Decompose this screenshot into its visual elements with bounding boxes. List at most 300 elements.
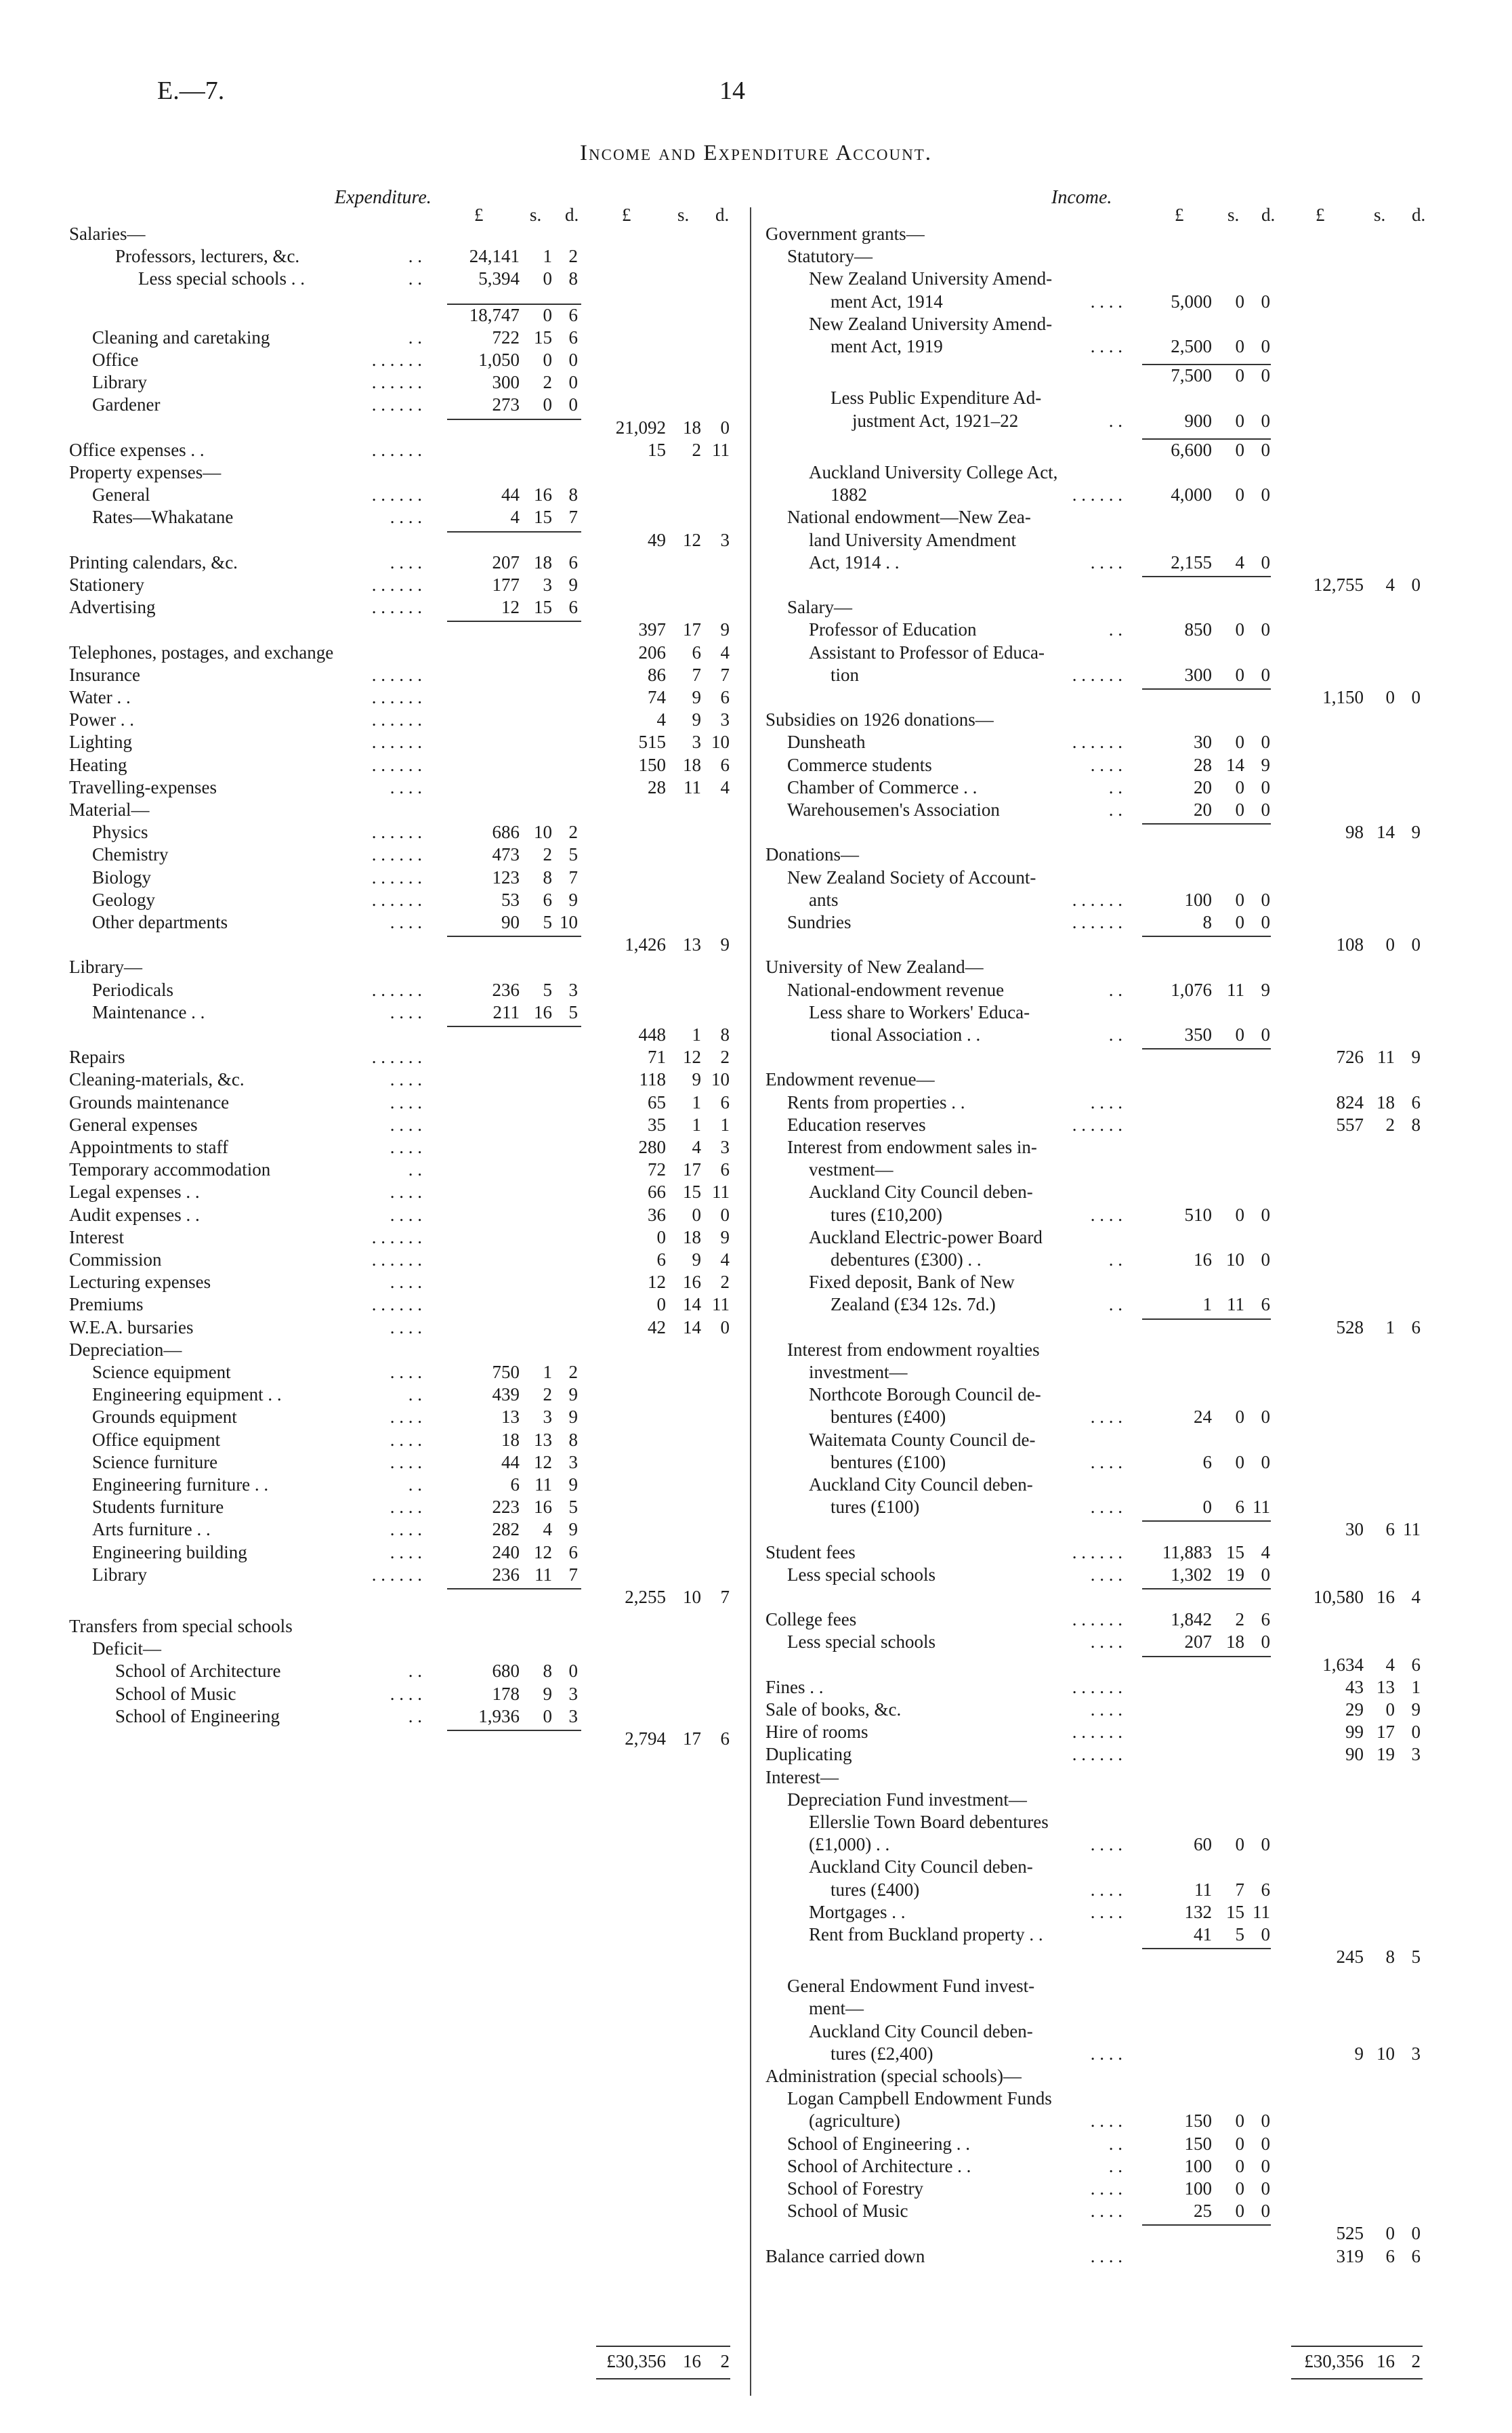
ledger-row bbox=[0, 1947, 1421, 1969]
row-label: Periodicals bbox=[92, 979, 173, 1000]
outer-amount-pounds: 21,092 bbox=[615, 417, 666, 438]
inner-amount-pence: 6 bbox=[568, 327, 578, 348]
row-label: vestment— bbox=[809, 1159, 894, 1180]
leader-dots: . . . . . . bbox=[371, 686, 422, 707]
outer-amount-shillings: 11 bbox=[1377, 1047, 1395, 1068]
outer-amount-pounds: 15 bbox=[648, 439, 666, 460]
total-rule bbox=[447, 419, 581, 420]
leader-dots: . . . . . . bbox=[1072, 1744, 1122, 1765]
document-ref: E.—7. bbox=[157, 77, 225, 105]
leader-dots: . . . . bbox=[390, 1519, 422, 1540]
leader-dots: . . . . bbox=[1090, 1699, 1122, 1720]
total-rule bbox=[1291, 2346, 1423, 2347]
outer-amount-pounds: 35 bbox=[648, 1114, 666, 1135]
row-label: Repairs bbox=[69, 1047, 125, 1068]
total-double-rule bbox=[1291, 2378, 1423, 2379]
total-rule bbox=[1142, 576, 1271, 577]
row-label: Chemistry bbox=[92, 844, 169, 865]
row-label: General bbox=[92, 484, 150, 505]
outer-amount-pence: 11 bbox=[712, 1294, 730, 1315]
row-label: Sale of books, &c. bbox=[765, 1699, 902, 1720]
leader-dots: . . . . bbox=[1090, 2201, 1122, 2222]
outer-amount-pence: 0 bbox=[1411, 2223, 1421, 2244]
row-label: Audit expenses . . bbox=[69, 1204, 200, 1225]
row-label: Temporary accommodation bbox=[69, 1159, 271, 1180]
row-label: Fixed deposit, Bank of New bbox=[809, 1272, 1015, 1293]
total-rule bbox=[1142, 936, 1271, 937]
row-label: Duplicating bbox=[765, 1744, 852, 1765]
leader-dots: . . . . . . bbox=[1072, 664, 1122, 685]
outer-amount-pounds: 557 bbox=[1336, 1114, 1364, 1135]
inner-amount-pounds: 240 bbox=[492, 1541, 520, 1562]
outer-amount-shillings: 16 bbox=[683, 1272, 701, 1293]
row-label: ment Act, 1914 bbox=[831, 291, 943, 312]
row-label: Telephones, postages, and exchange bbox=[69, 642, 334, 663]
outer-amount-pounds: 71 bbox=[648, 1047, 666, 1068]
leader-dots: . . . . bbox=[1090, 336, 1122, 356]
outer-amount-shillings: 6 bbox=[692, 642, 701, 663]
outer-amount-pounds: 42 bbox=[648, 1316, 666, 1337]
grand-total-row bbox=[0, 2351, 1421, 2373]
outer-amount-shillings: 9 bbox=[692, 1069, 701, 1090]
col-head-shillings: s. bbox=[1374, 205, 1386, 225]
outer-amount-pounds: 98 bbox=[1345, 822, 1364, 843]
inner-amount-pence: 5 bbox=[568, 844, 578, 865]
inner-amount-pence: 3 bbox=[568, 1451, 578, 1472]
leader-dots: . . . . bbox=[390, 1069, 422, 1090]
row-label: Chamber of Commerce . . bbox=[787, 776, 978, 797]
leader-dots: . . bbox=[408, 327, 422, 348]
inner-amount-pounds: 236 bbox=[492, 1564, 520, 1585]
inner-amount-pounds: 150 bbox=[1184, 2110, 1212, 2132]
inner-amount-pence: 0 bbox=[1261, 1249, 1270, 1270]
col-head-shillings: s. bbox=[677, 205, 690, 225]
row-label: Northcote Borough Council de- bbox=[809, 1384, 1041, 1405]
leader-dots: . . bbox=[1108, 979, 1122, 1000]
outer-amount-shillings: 10 bbox=[683, 1586, 701, 1607]
row-label: Less special schools . . bbox=[138, 268, 305, 289]
inner-amount-shillings: 0 bbox=[1235, 1834, 1244, 1855]
inner-amount-shillings: 0 bbox=[1235, 2178, 1244, 2199]
outer-amount-pounds: 12,755 bbox=[1313, 574, 1364, 595]
outer-amount-shillings: 17 bbox=[683, 1159, 701, 1180]
inner-amount-pounds: 20 bbox=[1194, 776, 1212, 797]
ledger-row bbox=[0, 2245, 1421, 2268]
grand-total-shillings: 16 bbox=[683, 2351, 701, 2371]
inner-amount-pence: 7 bbox=[568, 507, 578, 528]
inner-amount-pence: 0 bbox=[1261, 619, 1270, 640]
outer-amount-shillings: 9 bbox=[692, 1249, 701, 1270]
inner-amount-pounds: 1,050 bbox=[478, 349, 520, 370]
inner-amount-shillings: 15 bbox=[534, 597, 552, 618]
outer-amount-pounds: 108 bbox=[1336, 934, 1364, 955]
inner-amount-pence: 9 bbox=[568, 1407, 578, 1428]
leader-dots: . . . . bbox=[390, 1541, 422, 1562]
inner-amount-shillings: 0 bbox=[1235, 1024, 1244, 1045]
row-label: Depreciation— bbox=[69, 1339, 182, 1360]
inner-amount-shillings: 2 bbox=[1235, 1609, 1244, 1630]
inner-amount-shillings: 0 bbox=[543, 1705, 552, 1726]
inner-amount-shillings: 15 bbox=[534, 507, 552, 528]
row-label: tion bbox=[831, 664, 860, 685]
outer-amount-shillings: 3 bbox=[692, 732, 701, 753]
ledger-row bbox=[0, 1744, 1421, 1766]
row-label: Physics bbox=[92, 822, 148, 843]
grand-total-pounds: £30,356 bbox=[606, 2351, 666, 2371]
outer-amount-pounds: 90 bbox=[1345, 1744, 1364, 1765]
ledger-row bbox=[0, 2223, 1421, 2245]
leader-dots: . . bbox=[1108, 1249, 1122, 1270]
row-label: Commission bbox=[69, 1249, 162, 1270]
inner-amount-shillings: 4 bbox=[1235, 552, 1244, 573]
inner-amount-pounds: 900 bbox=[1184, 410, 1212, 431]
inner-amount-pounds: 6,600 bbox=[1171, 439, 1212, 460]
leader-dots: . . . . . . bbox=[1072, 1722, 1122, 1743]
leader-dots: . . bbox=[408, 1705, 422, 1726]
inner-amount-pounds: 6 bbox=[510, 1474, 520, 1495]
outer-amount-pence: 8 bbox=[1411, 1114, 1421, 1135]
row-label: Salaries— bbox=[69, 224, 146, 244]
inner-amount-pounds: 211 bbox=[492, 1001, 520, 1022]
inner-amount-pence: 6 bbox=[568, 1541, 578, 1562]
leader-dots: . . . . bbox=[1090, 1564, 1122, 1585]
outer-amount-pence: 4 bbox=[720, 642, 730, 663]
row-label: (agriculture) bbox=[809, 2110, 900, 2132]
inner-amount-shillings: 0 bbox=[1235, 1204, 1244, 1225]
inner-amount-pounds: 300 bbox=[1184, 664, 1212, 685]
row-label: Interest— bbox=[765, 1766, 839, 1787]
outer-amount-pence: 3 bbox=[1411, 1744, 1421, 1765]
row-label: tures (£100) bbox=[831, 1497, 920, 1518]
inner-amount-pounds: 123 bbox=[492, 867, 520, 888]
row-label: Professor of Education bbox=[809, 619, 977, 640]
row-label: tional Association . . bbox=[831, 1024, 981, 1045]
inner-amount-shillings: 0 bbox=[1235, 799, 1244, 820]
outer-amount-pounds: 28 bbox=[648, 776, 666, 797]
outer-amount-pence: 11 bbox=[712, 1182, 730, 1203]
row-label: Water . . bbox=[69, 686, 131, 707]
inner-amount-shillings: 0 bbox=[1235, 2133, 1244, 2154]
inner-amount-shillings: 8 bbox=[543, 867, 552, 888]
leader-dots: . . . . bbox=[390, 1451, 422, 1472]
leader-dots: . . . . bbox=[1090, 2110, 1122, 2132]
outer-amount-pounds: 397 bbox=[638, 619, 666, 640]
row-label: Donations— bbox=[765, 844, 859, 865]
ledger-row bbox=[0, 1901, 1270, 1924]
leader-dots: . . bbox=[1108, 1294, 1122, 1315]
inner-amount-pence: 0 bbox=[1261, 2201, 1270, 2222]
inner-amount-pounds: 1,842 bbox=[1171, 1609, 1212, 1630]
leader-dots: . . . . . . bbox=[1072, 1541, 1122, 1562]
leader-dots: . . . . . . bbox=[371, 754, 422, 775]
leader-dots: . . . . bbox=[390, 1429, 422, 1450]
leader-dots: . . . . . . bbox=[371, 1294, 422, 1315]
row-label: Warehousemen's Association bbox=[787, 799, 1000, 820]
leader-dots: . . . . bbox=[1090, 1834, 1122, 1855]
outer-amount-shillings: 6 bbox=[1385, 2245, 1395, 2266]
inner-amount-pence: 0 bbox=[1261, 291, 1270, 312]
inner-amount-shillings: 6 bbox=[1235, 1497, 1244, 1518]
outer-amount-pence: 0 bbox=[1411, 934, 1421, 955]
col-head-pounds: £ bbox=[1316, 205, 1325, 225]
outer-amount-pence: 7 bbox=[720, 1586, 730, 1607]
row-label: National endowment—New Zea- bbox=[787, 507, 1031, 528]
inner-amount-shillings: 11 bbox=[534, 1564, 552, 1585]
outer-amount-pence: 0 bbox=[720, 1204, 730, 1225]
inner-amount-shillings: 0 bbox=[1235, 410, 1244, 431]
outer-amount-pounds: 6 bbox=[656, 1249, 666, 1270]
leader-dots: . . . . bbox=[1090, 1451, 1122, 1472]
leader-dots: . . bbox=[1108, 2133, 1122, 2154]
outer-amount-shillings: 6 bbox=[1385, 1519, 1395, 1540]
outer-amount-pounds: 66 bbox=[648, 1182, 666, 1203]
inner-amount-shillings: 15 bbox=[534, 327, 552, 348]
inner-amount-pence: 6 bbox=[1261, 1609, 1270, 1630]
inner-amount-pounds: 850 bbox=[1184, 619, 1212, 640]
total-rule bbox=[1142, 2224, 1271, 2226]
ledger-row bbox=[0, 2088, 1052, 2110]
outer-amount-shillings: 8 bbox=[1385, 1947, 1395, 1968]
outer-amount-shillings: 4 bbox=[1385, 1654, 1395, 1675]
inner-amount-shillings: 0 bbox=[1235, 1407, 1244, 1428]
row-label: Auckland City Council deben- bbox=[809, 1856, 1033, 1877]
total-rule bbox=[447, 1730, 581, 1731]
inner-amount-pounds: 18 bbox=[501, 1429, 520, 1450]
leader-dots: . . . . . . bbox=[371, 1226, 422, 1247]
row-label: Science furniture bbox=[92, 1451, 218, 1472]
row-label: Engineering furniture . . bbox=[92, 1474, 269, 1495]
leader-dots: . . . . bbox=[1090, 2043, 1122, 2064]
row-label: Office bbox=[92, 349, 139, 370]
row-label: Office equipment bbox=[92, 1429, 221, 1450]
inner-amount-pounds: 473 bbox=[492, 844, 520, 865]
total-rule bbox=[1142, 1588, 1271, 1589]
outer-amount-pence: 9 bbox=[720, 1226, 730, 1247]
outer-amount-shillings: 9 bbox=[692, 709, 701, 730]
inner-amount-pounds: 177 bbox=[492, 574, 520, 595]
leader-dots: . . . . bbox=[1090, 552, 1122, 573]
inner-amount-pounds: 13 bbox=[501, 1407, 520, 1428]
inner-amount-pence: 0 bbox=[1261, 2133, 1270, 2154]
row-label: investment— bbox=[809, 1361, 908, 1382]
leader-dots: . . bbox=[1108, 799, 1122, 820]
inner-amount-shillings: 0 bbox=[543, 349, 552, 370]
outer-amount-pence: 6 bbox=[720, 1091, 730, 1112]
inner-amount-pounds: 44 bbox=[501, 484, 520, 505]
grand-total-pounds: £30,356 bbox=[1304, 2351, 1364, 2371]
inner-amount-shillings: 0 bbox=[1235, 484, 1244, 505]
row-label: Transfers from special schools bbox=[69, 1616, 293, 1637]
leader-dots: . . . . . . bbox=[371, 1564, 422, 1585]
inner-amount-pence: 9 bbox=[568, 574, 578, 595]
row-label: Legal expenses . . bbox=[69, 1182, 200, 1203]
row-label: Less share to Workers' Educa- bbox=[809, 1001, 1030, 1022]
outer-amount-shillings: 9 bbox=[692, 686, 701, 707]
leader-dots: . . . . bbox=[390, 1316, 422, 1337]
total-rule bbox=[1142, 1318, 1271, 1320]
outer-amount-pence: 6 bbox=[1411, 1654, 1421, 1675]
outer-amount-pounds: 1,426 bbox=[625, 934, 666, 955]
inner-amount-pounds: 8 bbox=[1202, 911, 1212, 932]
outer-amount-pence: 3 bbox=[1411, 2043, 1421, 2064]
outer-amount-pounds: 528 bbox=[1336, 1316, 1364, 1337]
leader-dots: . . . . . . bbox=[371, 394, 422, 415]
row-label: Deficit— bbox=[92, 1638, 161, 1659]
leader-dots: . . . . . . bbox=[1072, 732, 1122, 753]
grand-total-pence: 2 bbox=[720, 2351, 730, 2371]
inner-amount-pence: 6 bbox=[568, 304, 578, 325]
inner-amount-pounds: 90 bbox=[501, 911, 520, 932]
inner-amount-pence: 0 bbox=[1261, 776, 1270, 797]
row-label: Mortgages . . bbox=[809, 1901, 906, 1922]
inner-amount-shillings: 0 bbox=[543, 304, 552, 325]
outer-amount-pence: 3 bbox=[720, 1136, 730, 1157]
leader-dots: . . bbox=[408, 246, 422, 267]
row-label: Interest from endowment sales in- bbox=[787, 1136, 1037, 1157]
inner-amount-pence: 9 bbox=[1261, 754, 1270, 775]
inner-amount-pence: 0 bbox=[1261, 552, 1270, 573]
inner-amount-pounds: 510 bbox=[1184, 1204, 1212, 1225]
inner-amount-shillings: 8 bbox=[543, 1661, 552, 1682]
outer-amount-shillings: 11 bbox=[684, 776, 701, 797]
leader-dots: . . bbox=[408, 1661, 422, 1682]
inner-amount-shillings: 9 bbox=[543, 1683, 552, 1704]
outer-amount-pence: 1 bbox=[720, 1114, 730, 1135]
outer-amount-pounds: 30 bbox=[1345, 1519, 1364, 1540]
inner-amount-pounds: 20 bbox=[1194, 799, 1212, 820]
row-label: Library bbox=[92, 1564, 147, 1585]
row-label: Printing calendars, &c. bbox=[69, 552, 238, 573]
leader-dots: . . bbox=[1108, 410, 1122, 431]
inner-amount-pence: 0 bbox=[1261, 1834, 1270, 1855]
outer-amount-pounds: 1,150 bbox=[1322, 686, 1364, 707]
outer-amount-pounds: 448 bbox=[638, 1024, 666, 1045]
inner-amount-pounds: 4 bbox=[510, 507, 520, 528]
inner-amount-shillings: 2 bbox=[543, 1384, 552, 1405]
inner-amount-pounds: 178 bbox=[492, 1683, 520, 1704]
inner-amount-pence: 6 bbox=[568, 597, 578, 618]
inner-amount-shillings: 1 bbox=[543, 246, 552, 267]
inner-amount-pence: 9 bbox=[568, 1384, 578, 1405]
inner-amount-pounds: 25 bbox=[1194, 2201, 1212, 2222]
inner-amount-pounds: 207 bbox=[1184, 1631, 1212, 1652]
inner-amount-pounds: 350 bbox=[1184, 1024, 1212, 1045]
leader-dots: . . . . . . bbox=[1072, 1609, 1122, 1630]
inner-amount-pounds: 18,747 bbox=[469, 304, 520, 325]
row-label: Act, 1914 . . bbox=[809, 552, 900, 573]
ledger-row bbox=[0, 2201, 1270, 2223]
outer-amount-pounds: 43 bbox=[1345, 1676, 1364, 1697]
leader-dots: . . . . bbox=[390, 1091, 422, 1112]
inner-amount-pence: 11 bbox=[1253, 1901, 1270, 1922]
inner-amount-shillings: 0 bbox=[1235, 2201, 1244, 2222]
inner-amount-pounds: 439 bbox=[492, 1384, 520, 1405]
ledger-row bbox=[0, 2110, 1270, 2133]
outer-amount-shillings: 14 bbox=[683, 1316, 701, 1337]
row-label: tures (£10,200) bbox=[831, 1204, 942, 1225]
inner-amount-pence: 0 bbox=[1261, 2178, 1270, 2199]
leader-dots: . . . . . . bbox=[371, 822, 422, 843]
col-head-pence: d. bbox=[1412, 205, 1426, 225]
leader-dots: . . . . bbox=[1090, 291, 1122, 312]
outer-amount-shillings: 1 bbox=[692, 1114, 701, 1135]
leader-dots: . . . . bbox=[1090, 754, 1122, 775]
row-label: bentures (£100) bbox=[831, 1451, 946, 1472]
outer-amount-pence: 0 bbox=[720, 1316, 730, 1337]
total-rule bbox=[447, 531, 581, 533]
inner-amount-pounds: 1 bbox=[1202, 1294, 1212, 1315]
row-label: Lecturing expenses bbox=[69, 1272, 211, 1293]
outer-amount-pounds: 1,634 bbox=[1322, 1654, 1364, 1675]
row-label: Geology bbox=[92, 889, 155, 910]
inner-amount-pence: 8 bbox=[568, 1429, 578, 1450]
inner-amount-shillings: 0 bbox=[1235, 889, 1244, 910]
inner-amount-pence: 0 bbox=[1261, 1631, 1270, 1652]
inner-amount-pence: 0 bbox=[1261, 336, 1270, 356]
inner-amount-pence: 0 bbox=[1261, 2110, 1270, 2132]
leader-dots: . . bbox=[408, 1384, 422, 1405]
inner-amount-pounds: 11,883 bbox=[1162, 1541, 1212, 1562]
inner-amount-pence: 7 bbox=[568, 867, 578, 888]
inner-amount-shillings: 2 bbox=[543, 844, 552, 865]
total-rule bbox=[447, 936, 581, 937]
row-label: Subsidies on 1926 donations— bbox=[765, 709, 994, 730]
row-label: Travelling-expenses bbox=[69, 776, 217, 797]
inner-amount-pence: 0 bbox=[1261, 484, 1270, 505]
total-rule bbox=[447, 1026, 581, 1027]
inner-amount-pounds: 1,076 bbox=[1171, 979, 1212, 1000]
inner-amount-shillings: 11 bbox=[534, 1474, 552, 1495]
inner-amount-shillings: 14 bbox=[1226, 754, 1244, 775]
total-rule bbox=[1142, 1048, 1271, 1049]
ledger-row bbox=[0, 1879, 1270, 1902]
leader-dots: . . . . . . bbox=[371, 1047, 422, 1068]
leader-dots: . . . . . . bbox=[371, 597, 422, 618]
row-label: Fines . . bbox=[765, 1676, 824, 1697]
inner-amount-pounds: 300 bbox=[492, 372, 520, 393]
leader-dots: . . . . . . bbox=[1072, 1676, 1122, 1697]
inner-amount-pounds: 24,141 bbox=[469, 246, 520, 267]
inner-amount-pounds: 24 bbox=[1194, 1407, 1212, 1428]
outer-amount-shillings: 2 bbox=[1385, 1114, 1395, 1135]
row-label: Engineering equipment . . bbox=[92, 1384, 282, 1405]
ledger-row bbox=[0, 2066, 1022, 2088]
leader-dots: . . . . . . bbox=[371, 889, 422, 910]
inner-amount-pounds: 207 bbox=[492, 552, 520, 573]
outer-amount-shillings: 19 bbox=[1377, 1744, 1395, 1765]
row-label: School of Forestry bbox=[787, 2178, 923, 2199]
outer-amount-pounds: 726 bbox=[1336, 1047, 1364, 1068]
inner-amount-shillings: 0 bbox=[1235, 776, 1244, 797]
row-label: Library— bbox=[69, 957, 142, 978]
leader-dots: . . . . . . bbox=[371, 664, 422, 685]
row-label: Hire of rooms bbox=[765, 1722, 868, 1743]
inner-amount-shillings: 15 bbox=[1226, 1901, 1244, 1922]
row-label: National-endowment revenue bbox=[787, 979, 1005, 1000]
outer-amount-pence: 9 bbox=[1411, 822, 1421, 843]
outer-amount-pence: 0 bbox=[1411, 686, 1421, 707]
leader-dots: . . . . . . bbox=[371, 372, 422, 393]
inner-amount-pence: 9 bbox=[568, 889, 578, 910]
ledger-row bbox=[0, 1811, 1049, 1834]
col-head-pence: d. bbox=[715, 205, 730, 225]
inner-amount-shillings: 18 bbox=[534, 552, 552, 573]
row-label: Endowment revenue— bbox=[765, 1069, 935, 1090]
outer-amount-pounds: 9 bbox=[1354, 2043, 1364, 2064]
inner-amount-pence: 6 bbox=[1261, 1294, 1270, 1315]
leader-dots: . . . . bbox=[1090, 2178, 1122, 2199]
inner-amount-pence: 0 bbox=[1261, 732, 1270, 753]
